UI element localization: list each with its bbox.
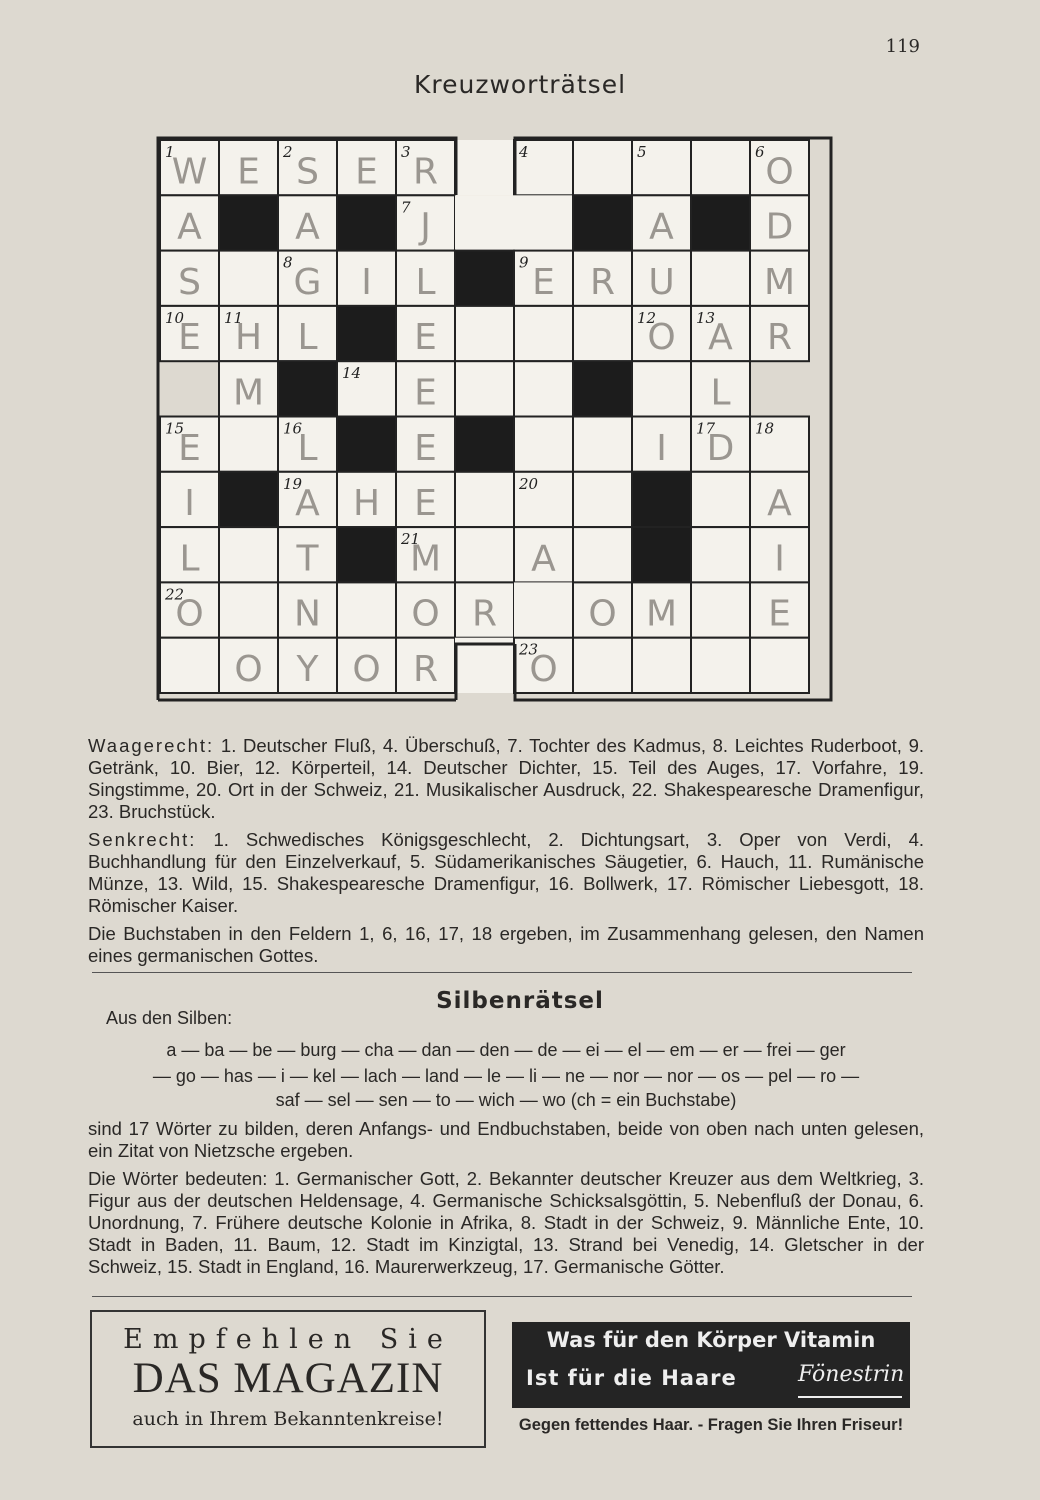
grid-white-cell [632,638,691,693]
grid-clue-number: 7 [401,198,411,217]
vitamin-ad-brand-logo: Fönestrin [798,1362,902,1398]
silbenraetsel-clues: Die Wörter bedeuten: 1. Germanischer Gott, 2. Bekannter deutscher Kreuzer aus dem Weltkrieg, 3. Figur aus der deutschen Heldensage, 4. Germanische Schicksalsgöttin, 5. Nebenfluß der Donau, 6. Unordnung, 7. Frühere deutsche Kolonie in Afrika, 8. Stadt in der Schweiz, 9. Männliche Ente, 10. Stadt in Baden, 11. Baum, 12. Stadt im Kinzigtal, 13. Strand bei Venedig, 14. Gletscher in der Schweiz, 15. Stadt in England, 16. Maurerwerkzeug, 17. Germanische Götter. [88,1168,924,1277]
grid-clue-number: 19 [283,474,303,493]
grid-clue-number: 14 [342,364,362,383]
grid-handwritten-letter: E [414,427,437,469]
grid-black-cell [455,251,514,306]
syllables-line-3: saf — sel — sen — to — wich — wo (ch = ein Buchstabe) [275,1090,737,1110]
grid-clue-number: 4 [519,143,529,161]
grid-white-cell [455,527,514,582]
grid-clue-number: 15 [165,419,185,438]
grid-handwritten-letter: I [656,427,667,469]
grid-handwritten-letter: O [588,593,617,635]
grid-clue-number: 20 [519,474,539,493]
grid-handwritten-letter: M [645,593,678,635]
magazin-ad [90,1310,486,1448]
grid-handwritten-letter: W [171,151,208,193]
grid-black-cell [573,361,632,416]
clues-across-text: 1. Deutscher Fluß, 4. Überschuß, 7. Tochter des Kadmus, 8. Leichtes Ruderboot, 9. Getränk, 10. Bier, 12. Körperteil, 14. Deutscher Dichter, 15. Teil des Auges, 17. Vorfahre, 19. Singstimme, 20. Ort in der Schweiz, 21. Musikalischer Ausdruck, 22. Shakespearesche Dramenfigur, 23. Bruchstück. [88,735,925,822]
divider [92,1296,912,1297]
grid-handwritten-letter: U [648,261,675,303]
grid-black-cell [337,195,396,250]
grid-white-cell [573,306,632,361]
grid-handwritten-letter: N [294,593,321,635]
grid-white-cell [455,472,514,527]
grid-white-cell [573,140,632,195]
grid-black-cell [632,527,691,582]
grid-handwritten-letter: E [414,317,437,359]
grid-gap-cell [455,195,514,250]
grid-clue-number: 18 [755,419,775,438]
grid-clue-number: 3 [401,143,411,161]
grid-handwritten-letter: D [765,206,794,248]
clues-down-label: Senkrecht: [88,829,197,850]
magazin-ad-line-2: DAS MAGAZIN [132,1355,444,1402]
grid-handwritten-letter: O [411,593,440,635]
grid-handwritten-letter: L [297,427,318,469]
vitamin-ad-line-2: Ist für die Haare [526,1366,737,1390]
grid-handwritten-letter: D [706,427,735,469]
syllables-line-2: — go — has — i — kel — lach — land — le — li — ne — nor — nor — os — pel — ro — [152,1066,860,1086]
grid-white-cell [219,527,278,582]
grid-handwritten-letter: M [232,372,265,414]
grid-handwritten-letter: S [296,151,319,193]
grid-black-cell [219,195,278,250]
grid-black-cell [219,472,278,527]
grid-handwritten-letter: I [184,483,195,525]
grid-handwritten-letter: L [710,372,731,414]
grid-white-cell [219,417,278,472]
grid-white-cell [160,638,219,693]
grid-handwritten-letter: O [765,151,794,193]
grid-handwritten-letter: A [295,206,320,248]
grid-handwritten-letter: O [647,317,676,359]
grid-handwritten-letter: J [420,206,431,248]
grid-clue-number: 5 [637,143,647,161]
grid-handwritten-letter: E [414,483,437,525]
grid-white-cell [514,361,573,416]
grid-black-cell [278,361,337,416]
grid-handwritten-letter: Y [296,649,319,690]
grid-handwritten-letter: A [177,206,202,248]
page-number: 119 [885,36,920,57]
grid-white-cell [573,638,632,693]
magazin-ad-line-1: Empfehlen Sie [123,1324,453,1355]
grid-handwritten-letter: E [532,261,555,303]
crossword-grid [0,0,1040,720]
grid-handwritten-letter: R [412,649,439,690]
grid-white-cell [632,361,691,416]
grid-handwritten-letter: G [293,261,322,303]
crossword-title: Kreuzworträtsel [413,70,627,99]
grid-clue-number: 16 [283,419,303,438]
clues-down-text: 1. Schwedisches Königsgeschlecht, 2. Dichtungsart, 3. Oper von Verdi, 4. Buchhandlung für den Einzelverkauf, 5. Südamerikanisches Säugetier, 6. Hauch, 11. Rumänische Münze, 13. Wild, 15. Shakespearesche Dramenfigur, 16. Bollwerk, 17. Römischer Liebesgott, 18. Römischer Kaiser. [88,829,925,916]
grid-clue-number: 9 [519,253,529,272]
grid-black-cell [337,417,396,472]
grid-handwritten-letter: R [589,261,616,303]
clues-across [88,735,924,823]
grid-handwritten-letter: T [296,538,319,580]
grid-handwritten-letter: E [178,427,201,469]
grid-white-cell [455,306,514,361]
grid-clue-number: 6 [755,143,765,161]
grid-handwritten-letter: O [352,649,381,690]
silbenraetsel-title: Silbenrätsel [436,988,604,1014]
vitamin-ad-line-3: Gegen fettendes Haar. - Fragen Sie Ihren Friseur! [518,1416,904,1434]
silbenraetsel-body [88,1118,924,1284]
grid-white-cell [573,527,632,582]
grid-gap-cell [455,140,514,195]
grid-clue-number: 11 [224,308,244,327]
grid-black-cell [337,527,396,582]
grid-handwritten-letter: L [179,538,200,580]
grid-handwritten-letter: E [414,372,437,414]
magazin-ad-line-3: auch in Ihrem Bekanntenkreise! [132,1408,444,1430]
grid-white-cell [691,638,750,693]
grid-handwritten-letter: O [234,649,263,690]
grid-white-cell [337,582,396,637]
grid-handwritten-letter: H [352,483,381,525]
crossword-note: Die Buchstaben in den Feldern 1, 6, 16, 17, 18 ergeben, im Zusammenhang gelesen, den Namen eines germanischen Gottes. [88,923,924,966]
grid-clue-number: 17 [696,419,716,438]
grid-handwritten-letter: S [178,261,201,303]
silbenraetsel-intro: Aus den Silben: [106,1008,233,1028]
grid-handwritten-letter: I [361,261,372,303]
crossword-clues [88,735,924,973]
grid-clue-number: 8 [283,253,293,272]
grid-black-cell [573,195,632,250]
grid-white-cell [514,306,573,361]
grid-black-cell [691,195,750,250]
grid-white-cell [691,251,750,306]
grid-gap-cell [514,195,573,250]
grid-handwritten-letter: H [234,317,263,359]
grid-white-cell [514,417,573,472]
clues-across-label: Waagerecht: [88,735,215,756]
grid-handwritten-letter: O [529,649,558,690]
grid-white-cell [219,582,278,637]
grid-handwritten-letter: L [297,317,318,359]
grid-clue-number: 12 [637,308,657,327]
grid-white-cell [219,251,278,306]
grid-black-cell [632,472,691,527]
grid-white-cell [691,527,750,582]
vitamin-ad [512,1322,910,1408]
grid-handwritten-letter: M [763,261,796,303]
grid-handwritten-letter: M [409,538,442,580]
grid-handwritten-letter: E [768,593,791,635]
grid-handwritten-letter: L [415,261,436,303]
grid-handwritten-letter: E [237,151,260,193]
grid-handwritten-letter: R [766,317,793,359]
grid-handwritten-letter: A [531,538,556,580]
grid-gap-cell [455,638,514,693]
grid-handwritten-letter: A [767,483,792,525]
vitamin-ad-line-1: Was für den Körper Vitamin [546,1328,876,1352]
grid-handwritten-letter: R [412,151,439,193]
clues-down [88,829,924,917]
grid-clue-number: 22 [165,585,185,604]
grid-black-cell [337,306,396,361]
grid-clue-number: 1 [165,143,175,161]
grid-handwritten-letter: R [471,593,498,635]
divider [92,972,912,973]
grid-clue-number: 13 [696,308,716,327]
syllables-line-1: a — ba — be — burg — cha — dan — den — de — ei — el — em — er — frei — ger [166,1040,846,1060]
grid-white-cell [691,472,750,527]
grid-handwritten-letter: O [175,593,204,635]
grid-white-cell [455,361,514,416]
grid-handwritten-letter: A [649,206,674,248]
grid-handwritten-letter: A [708,317,733,359]
grid-white-cell [750,638,809,693]
grid-white-cell [573,472,632,527]
grid-white-cell [573,417,632,472]
grid-clue-number: 10 [165,308,185,327]
silbenraetsel-instruction: sind 17 Wörter zu bilden, deren Anfangs- und Endbuchstaben, beide von oben nach unten gelesen, ein Zitat von Nietzsche ergeben. [88,1118,924,1161]
grid-black-cell [455,417,514,472]
grid-clue-number: 23 [519,640,539,659]
grid-handwritten-letter: E [355,151,378,193]
grid-handwritten-letter: E [178,317,201,359]
grid-gap-cell [514,582,573,637]
grid-handwritten-letter: I [774,538,785,580]
grid-clue-number: 21 [401,530,421,549]
grid-white-cell [691,140,750,195]
grid-clue-number: 2 [283,143,293,161]
grid-handwritten-letter: A [295,483,320,525]
grid-white-cell [691,582,750,637]
